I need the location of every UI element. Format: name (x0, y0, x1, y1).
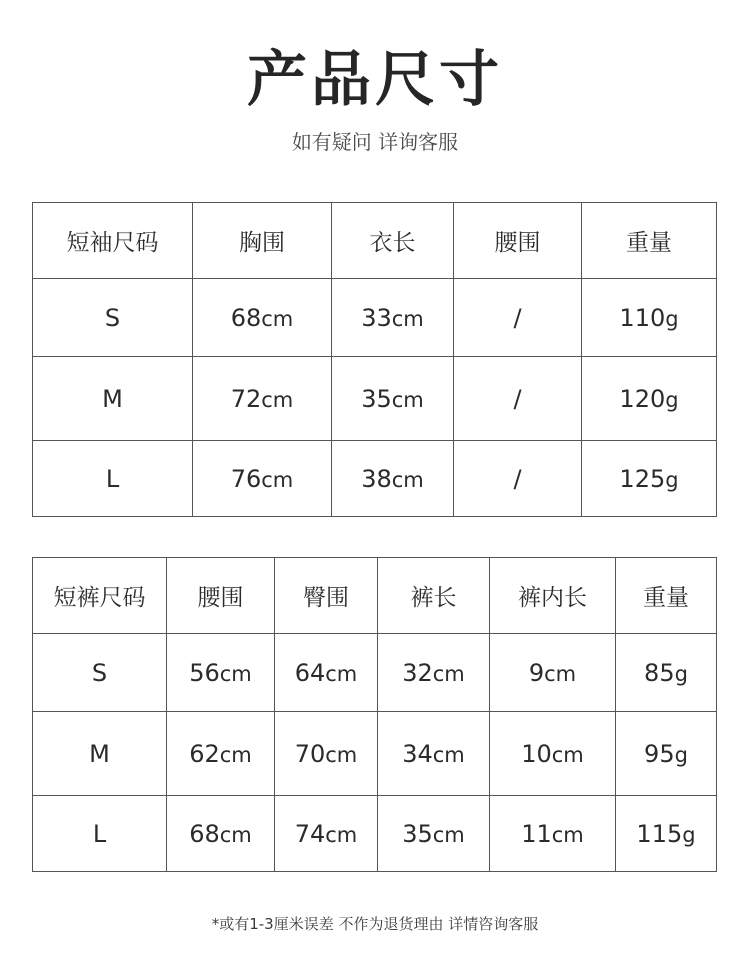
value-cell (616, 796, 717, 872)
unit-label: cm (391, 467, 424, 492)
value-cell (193, 441, 332, 517)
value-cell (378, 712, 490, 796)
header-cell: 腰围 (454, 203, 582, 279)
value-cell (332, 357, 454, 441)
value-cell (490, 634, 616, 712)
value-cell (582, 279, 717, 357)
value-number: 62 (189, 739, 220, 768)
unit-label: cm (544, 661, 577, 686)
table-header-row (33, 558, 717, 634)
value-number: 76 (230, 464, 262, 493)
size-cell: S (33, 634, 167, 712)
header-cell: 重量 (582, 203, 717, 279)
value-number: 74 (294, 819, 326, 848)
value-number: 110 (619, 303, 666, 332)
unit-label: g (665, 306, 679, 331)
unit-label: cm (432, 661, 465, 686)
value-cell: / (454, 357, 582, 441)
value-number: 34 (402, 739, 433, 768)
unit-label: cm (391, 306, 424, 331)
value-cell (616, 712, 717, 796)
unit-label: cm (391, 387, 424, 412)
header-cell: 臀围 (275, 558, 378, 634)
unit-label: cm (325, 822, 358, 847)
value-cell (378, 796, 490, 872)
header-cell: 裤内长 (490, 558, 616, 634)
value-cell (332, 279, 454, 357)
value-number: 70 (294, 739, 326, 768)
value-number: 120 (619, 384, 666, 413)
value-number: 64 (294, 658, 326, 687)
value-number: 125 (619, 464, 666, 493)
header-cell: 腰围 (167, 558, 275, 634)
value-cell: / (454, 441, 582, 517)
header-cell: 短袖尺码 (33, 203, 193, 279)
value-cell (378, 634, 490, 712)
value-cell (167, 796, 275, 872)
unit-label: cm (432, 822, 465, 847)
unit-label: cm (551, 742, 584, 767)
value-number: 85 (644, 658, 675, 687)
value-cell (582, 441, 717, 517)
unit-label: g (665, 467, 679, 492)
header-cell: 胸围 (193, 203, 332, 279)
value-cell (275, 634, 378, 712)
value-cell (616, 634, 717, 712)
value-number: 35 (402, 819, 433, 848)
value-cell (332, 441, 454, 517)
unit-label: cm (551, 822, 584, 847)
unit-label: g (665, 387, 679, 412)
value-cell: / (454, 279, 582, 357)
value-cell (193, 279, 332, 357)
unit-label: cm (219, 661, 252, 686)
unit-label: cm (325, 742, 358, 767)
unit-label: cm (219, 742, 252, 767)
size-cell: M (33, 712, 167, 796)
value-number: 68 (230, 303, 262, 332)
value-number: 9 (528, 658, 545, 687)
value-cell (490, 712, 616, 796)
unit-label: g (674, 661, 688, 686)
value-cell (193, 357, 332, 441)
header-cell: 重量 (616, 558, 717, 634)
table-row (33, 279, 717, 357)
page-subtitle: 如有疑问 详询客服 (291, 130, 459, 154)
value-number: 115 (636, 819, 683, 848)
unit-label: cm (325, 661, 358, 686)
value-cell (275, 796, 378, 872)
table-row (33, 441, 717, 517)
table-header-row (33, 203, 717, 279)
table-row (33, 796, 717, 872)
header-cell: 短裤尺码 (33, 558, 167, 634)
bottom-size-table (32, 557, 717, 872)
value-number: 68 (189, 819, 220, 848)
value-cell (490, 796, 616, 872)
disclaimer-footnote: *或有1-3厘米误差 不作为退货理由 详情咨询客服 (211, 915, 539, 933)
size-cell: L (33, 441, 193, 517)
value-cell (275, 712, 378, 796)
value-number: 35 (361, 384, 392, 413)
value-number: 32 (402, 658, 433, 687)
unit-label: cm (261, 387, 294, 412)
value-cell (167, 634, 275, 712)
unit-label: cm (261, 467, 294, 492)
value-cell (582, 357, 717, 441)
value-number: 95 (644, 739, 675, 768)
value-number: 72 (230, 384, 262, 413)
unit-label: cm (219, 822, 252, 847)
value-number: 11 (521, 819, 552, 848)
unit-label: g (674, 742, 688, 767)
value-cell (167, 712, 275, 796)
page-title: 产品尺寸 (247, 45, 503, 115)
value-number: 33 (361, 303, 392, 332)
table-row (33, 357, 717, 441)
top-size-table (32, 202, 717, 517)
header-cell: 裤长 (378, 558, 490, 634)
size-cell: L (33, 796, 167, 872)
unit-label: g (682, 822, 696, 847)
header-cell: 衣长 (332, 203, 454, 279)
value-number: 10 (521, 739, 552, 768)
value-number: 38 (361, 464, 392, 493)
table-row (33, 634, 717, 712)
unit-label: cm (261, 306, 294, 331)
size-cell: M (33, 357, 193, 441)
size-cell: S (33, 279, 193, 357)
table-row (33, 712, 717, 796)
value-number: 56 (189, 658, 220, 687)
unit-label: cm (432, 742, 465, 767)
